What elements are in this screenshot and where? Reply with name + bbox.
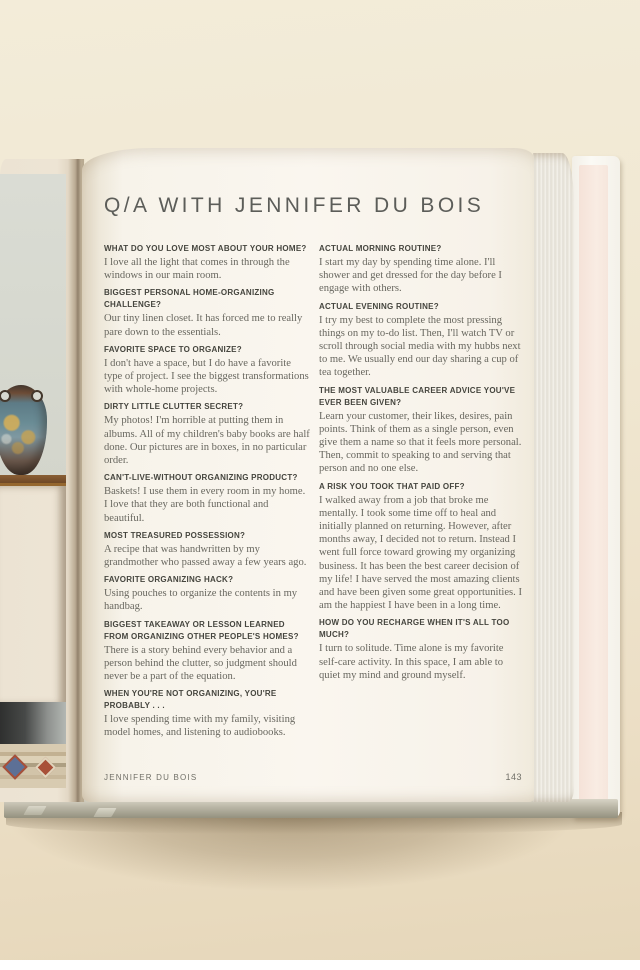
qa-answer: Using pouches to organize the contents in my handbag.: [104, 588, 298, 613]
qa-question: BIGGEST PERSONAL HOME-ORGANIZING CHALLENGE?: [104, 288, 275, 310]
qa-item: [104, 287, 310, 338]
qa-question: ACTUAL MORNING ROUTINE?: [319, 244, 442, 253]
qa-item: [104, 401, 310, 467]
qa-question: WHEN YOU'RE NOT ORGANIZING, YOU'RE PROBABLY . . .: [104, 689, 277, 711]
qa-column-left: [104, 243, 310, 745]
qa-answer: I start my day by spending time alone. I'll shower and get dressed for the day before I engage with others.: [319, 257, 502, 295]
qa-answer: My photos! I'm horrible at putting them in albums. All of my children's baby books are half done. Our pictures are in boxes, in no particular order.: [104, 415, 310, 467]
qa-answer: I love spending time with my family, visiting model homes, and listening to audiobooks.: [104, 714, 296, 739]
qa-item: [104, 574, 310, 613]
qa-item: [319, 301, 522, 380]
qa-item: [104, 243, 310, 282]
qa-answer: I try my best to complete the most pressing things on my to-do list. Then, I'll watch TV or scroll through social media with my hubbs next to me. We usually end our day sharing a cup of tea together.: [319, 314, 521, 379]
photo-cabinet: [0, 483, 66, 705]
footer-page-number: 143: [505, 772, 522, 782]
qa-question: MOST TREASURED POSSESSION?: [104, 530, 246, 540]
book-cover: [572, 156, 620, 818]
stacked-page-edges: [533, 153, 574, 802]
qa-question: A RISK YOU TOOK THAT PAID OFF?: [319, 481, 465, 491]
qa-item: [319, 617, 522, 682]
qa-question: CAN'T-LIVE-WITHOUT ORGANIZING PRODUCT?: [104, 473, 298, 483]
qa-item: [104, 472, 310, 525]
qa-answer: I turn to solitude. Time alone is my favorite self-care activity. In this space, I am able to quiet my mind and ground myself.: [319, 643, 504, 681]
qa-item: [319, 243, 522, 296]
photo-floor-shadow: [0, 702, 66, 744]
qa-columns: [104, 243, 522, 745]
qa-question: WHAT DO YOU LOVE MOST ABOUT YOUR HOME?: [104, 244, 307, 253]
page-title: Q/A WITH JENNIFER DU BOIS: [104, 194, 485, 217]
photo-rug: [0, 744, 66, 788]
qa-answer: Baskets! I use them in every room in my home. I love that they are both functional and beautiful.: [104, 486, 306, 524]
book-page: [82, 148, 534, 802]
qa-item: [104, 688, 310, 739]
qa-question: THE MOST VALUABLE CAREER ADVICE YOU'VE EVER BEEN GIVEN?: [319, 385, 516, 407]
qa-question: FAVORITE SPACE TO ORGANIZE?: [104, 344, 242, 354]
qa-item: [104, 344, 310, 397]
book-cover-inner-pink: [579, 165, 608, 809]
qa-answer: I don't have a space, but I do have a favorite type of project. I see the biggest transformations with whole-home projects.: [104, 357, 309, 396]
qa-answer: Learn your customer, their likes, desires, pain points. Think of them as a single person, even give them a name so that it feels more personal. Then, commit to speaking to and serving that person and no one else.: [319, 410, 522, 475]
qa-question: BIGGEST TAKEAWAY OR LESSON LEARNED FROM ORGANIZING OTHER PEOPLE'S HOMES?: [104, 619, 299, 641]
qa-answer: I walked away from a job that broke me mentally. I took some time off to heal and initially planned on returning. However, after months away, I decided not to return. Instead I went full force toward growing my organizing business. It has been the best career decision of my life! I have served the most amazing clients and have been given some great opportunities. I am the happiest I have been in a long time.: [319, 494, 522, 612]
qa-answer: A recipe that was handwritten by my grandmother who passed away a few years ago.: [104, 543, 307, 569]
qa-item: [319, 481, 522, 613]
qa-item: [104, 530, 310, 569]
photo-cabinet-top: [0, 475, 66, 483]
qa-question: FAVORITE ORGANIZING HACK?: [104, 575, 234, 585]
qa-question: DIRTY LITTLE CLUTTER SECRET?: [104, 402, 244, 412]
footer-chapter-name: JENNIFER DU BOIS: [104, 773, 198, 782]
qa-question: HOW DO YOU RECHARGE WHEN IT'S ALL TOO MUCH?: [319, 618, 510, 640]
qa-item: [319, 385, 522, 476]
qa-answer: Our tiny linen closet. It has forced me to really pare down to the essentials.: [104, 313, 303, 338]
qa-answer: There is a story behind every behavior and a person behind the clutter, so judgment should never be a part of the equation.: [104, 644, 297, 683]
page-footer: [104, 772, 522, 782]
qa-question: ACTUAL EVENING ROUTINE?: [319, 301, 439, 311]
qa-column-right: [319, 243, 522, 745]
qa-answer: I love all the light that comes in through the windows in our main room.: [104, 257, 290, 282]
qa-item: [104, 619, 310, 684]
left-page-photo: [0, 174, 66, 788]
page-content: [82, 148, 534, 802]
